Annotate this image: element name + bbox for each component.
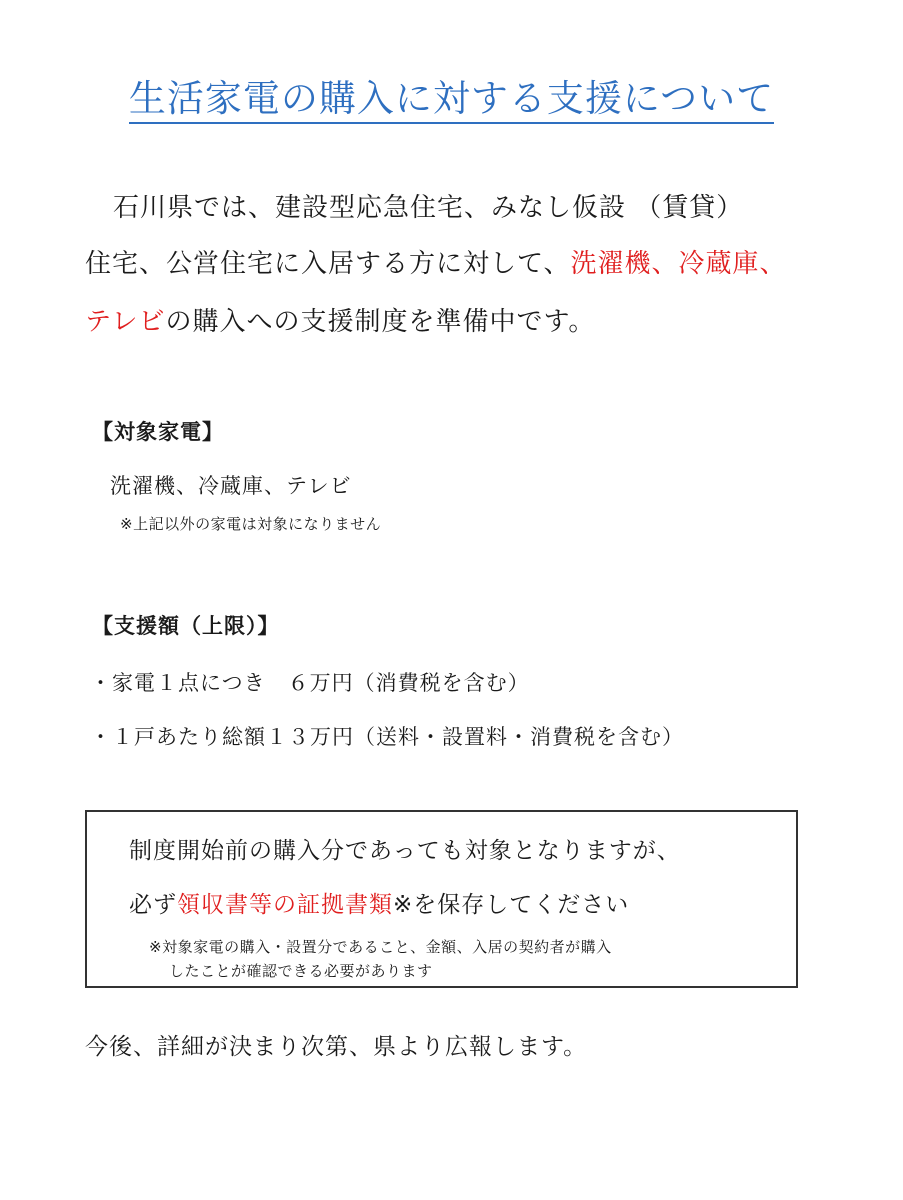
support-heading: 【支援額（上限）】	[92, 614, 280, 638]
intro-line-2	[85, 243, 787, 280]
target-heading: 【対象家電】	[92, 420, 224, 444]
page-title-text: 生活家電の購入に対する支援について	[129, 77, 774, 124]
page-title	[0, 68, 903, 122]
intro-line-2-text: 住宅、公営住宅に入居する方に対して、	[85, 249, 571, 279]
support-per-household: ・１戸あたり総額１３万円（送料・設置料・消費税を含む）	[90, 725, 684, 749]
target-note: ※上記以外の家電は対象になりません	[120, 515, 382, 533]
notice-note-line-1: ※対象家電の購入・設置分であること、金額、入居の契約者が購入	[149, 938, 612, 956]
notice-box	[85, 810, 798, 988]
intro-line-3	[85, 301, 595, 338]
notice-line-2-post: ※を保存してください	[393, 892, 630, 918]
notice-note-line-2: したことが確認できる必要があります	[169, 962, 433, 980]
intro-line-3-text: の購入への支援制度を準備中です。	[165, 307, 596, 337]
target-items: 洗濯機、冷蔵庫、テレビ	[110, 474, 352, 498]
intro-highlight-appliances: 洗濯機、冷蔵庫、	[570, 249, 787, 279]
closing-statement: 今後、詳細が決まり次第、県より広報します。	[85, 1034, 588, 1060]
notice-highlight-receipts: 領収書等の証拠書類	[177, 892, 393, 918]
intro-highlight-tv: テレビ	[85, 307, 166, 337]
notice-line-2-pre: 必ず	[129, 892, 177, 918]
intro-line-1: 石川県では、建設型応急住宅、みなし仮設 （賃貸）	[113, 193, 744, 223]
notice-line-2	[129, 886, 629, 919]
notice-line-1: 制度開始前の購入分であっても対象となりますが、	[129, 838, 681, 864]
support-per-item: ・家電１点につき ６万円（消費税を含む）	[90, 671, 530, 695]
